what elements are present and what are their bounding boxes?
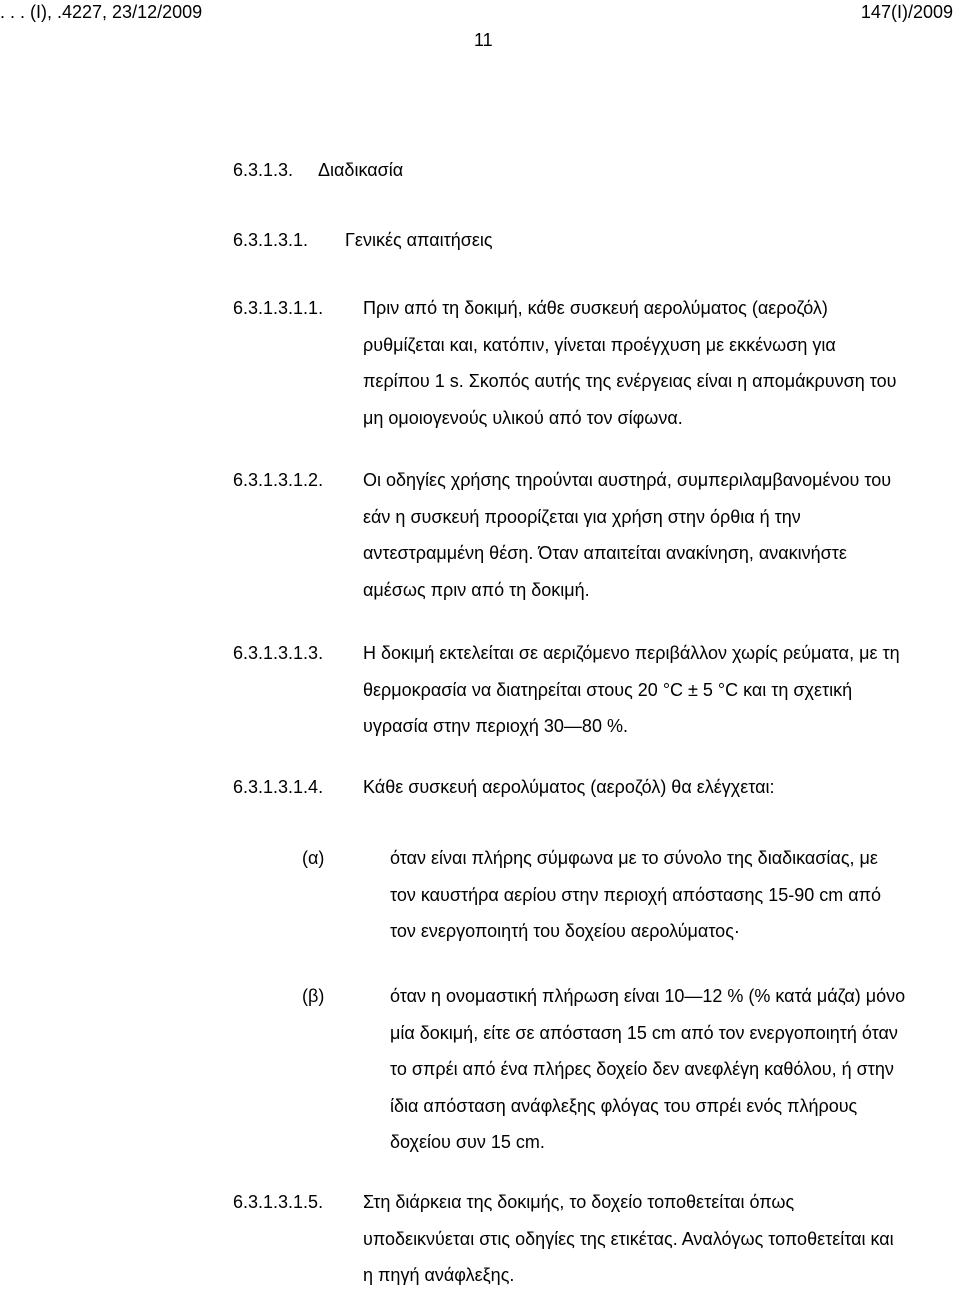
section-number: 6.3.1.3. [233, 160, 294, 180]
text-line: η πηγή ανάφλεξης. [363, 1265, 515, 1285]
text-line: μη ομοιογενούς υλικού από τον σίφωνα. [363, 407, 683, 428]
text-line: αμέσως πριν από τη δοκιμή. [363, 579, 590, 600]
text-line: υγρασία στην περιοχή 30—80 %. [363, 716, 628, 736]
subsection-title: Γενικές απαιτήσεις [345, 230, 493, 250]
subsection-number: 6.3.1.3.1. [233, 230, 309, 250]
header-reference: . . . (Ι), .4227, 23/12/2009 [0, 2, 203, 22]
list-item-text [390, 840, 881, 950]
paragraph-text [363, 462, 891, 608]
text-line: εάν η συσκευή προορίζεται για χρήση στην όρθια ή την [363, 506, 801, 527]
paragraph-text [363, 769, 775, 806]
paragraph-text [363, 1184, 894, 1294]
text-line: Η δοκιμή εκτελείται σε αεριζόμενο περιβάλλον χωρίς ρεύματα, με τη [363, 643, 900, 663]
paragraph-number: 6.3.1.3.1.4. [233, 777, 324, 797]
text-line: θερμοκρασία να διατηρείται στους 20 °C ± 5 °C και τη σχετική [363, 679, 853, 700]
page-number: 11 [474, 30, 493, 50]
text-line: Στη διάρκεια της δοκιμής, το δοχείο τοποθετείται όπως [363, 1192, 795, 1212]
text-line: Οι οδηγίες χρήσης τηρούνται αυστηρά, συμπεριλαμβανομένου του [363, 470, 892, 490]
text-line: υποδεικνύεται στις οδηγίες της ετικέτας. Αναλόγως τοποθετείται και [363, 1228, 894, 1249]
law-number: 147(Ι)/2009 [860, 2, 953, 22]
paragraph-number: 6.3.1.3.1.1. [233, 298, 324, 318]
paragraph-number: 6.3.1.3.1.3. [233, 643, 324, 663]
text-line: όταν η ονομαστική πλήρωση είναι 10—12 % (% κατά μάζα) μόνο [390, 986, 906, 1006]
text-line: όταν είναι πλήρης σύμφωνα με το σύνολο της διαδικασίας, με [390, 848, 878, 868]
text-line: Πριν από τη δοκιμή, κάθε συσκευή αερολύματος (αεροζόλ) [363, 298, 828, 318]
paragraph-text [363, 635, 900, 745]
text-line: αντεστραμμένη θέση. Όταν απαιτείται ανακίνηση, ανακινήστε [363, 543, 847, 563]
list-item-marker: (α) [302, 848, 325, 868]
text-line: ρυθμίζεται και, κατόπιν, γίνεται προέγχυση με εκκένωση για [363, 334, 836, 355]
list-item-marker: (β) [302, 986, 325, 1006]
paragraph-number: 6.3.1.3.1.5. [233, 1192, 324, 1212]
text-line: το σπρέι από ένα πλήρες δοχείο δεν ανεφλέγη καθόλου, ή στην [390, 1059, 894, 1079]
text-line: ίδια απόσταση ανάφλεξης φλόγας του σπρέι ενός πλήρους [390, 1095, 858, 1116]
text-line: Κάθε συσκευή αερολύματος (αεροζόλ) θα ελέγχεται: [363, 777, 775, 797]
text-line: τον καυστήρα αερίου στην περιοχή απόστασης 15-90 cm από [390, 884, 882, 905]
list-item-text [390, 978, 905, 1161]
section-title: Διαδικασία [318, 160, 404, 180]
text-line: δοχείου συν 15 cm. [390, 1132, 545, 1152]
text-line: μία δοκιμή, είτε σε απόσταση 15 cm από τον ενεργοποιητή όταν [390, 1022, 898, 1043]
paragraph-number: 6.3.1.3.1.2. [233, 470, 324, 490]
text-line: περίπου 1 s. Σκοπός αυτής της ενέργειας είναι η απομάκρυνση του [363, 371, 897, 391]
text-line: τον ενεργοποιητή του δοχείου αερολύματος· [390, 921, 740, 941]
paragraph-text [363, 290, 896, 436]
